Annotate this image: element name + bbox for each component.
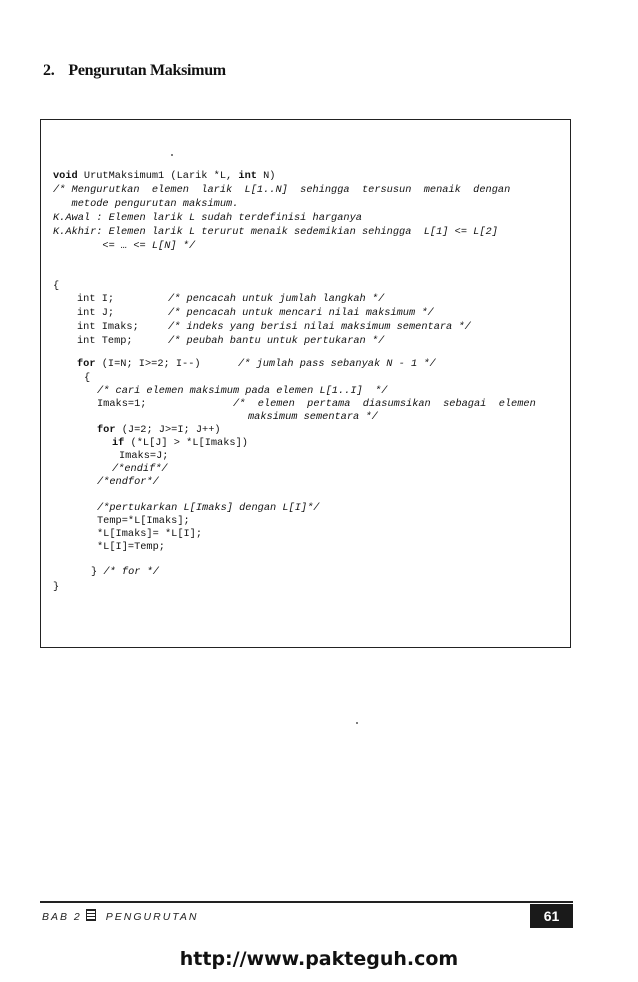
code-listing-box xyxy=(40,119,571,648)
keyword-void: void xyxy=(53,170,78,182)
if-statement xyxy=(112,437,248,449)
declaration-temp-comment: /* peubah bantu untuk pertukaran */ xyxy=(168,335,385,347)
chapter-title: PENGURUTAN xyxy=(105,911,199,923)
signature-end: N) xyxy=(256,170,276,182)
find-max-comment: /* cari elemen maksimum pada elemen L[1..I] */ xyxy=(97,385,388,397)
function-signature xyxy=(53,170,275,182)
declaration-j: int J; xyxy=(77,307,115,319)
description-line-1: /* Mengurutkan elemen larik L[1..N] sehingga tersusun menaik dengan xyxy=(53,184,511,196)
declaration-i: int I; xyxy=(77,293,115,305)
speck-mark xyxy=(356,722,358,724)
endif-comment: /*endif*/ xyxy=(112,463,168,475)
imaks-comment-line-1: /* elemen pertama diasumsikan sebagai elemen xyxy=(233,398,536,410)
outer-for-comment: /* jumlah pass sebanyak N - 1 */ xyxy=(238,358,436,370)
imaks-assignment: Imaks=1; xyxy=(97,398,147,410)
footer-divider xyxy=(40,901,573,903)
declaration-temp: int Temp; xyxy=(77,335,133,347)
if-body: Imaks=J; xyxy=(119,450,169,462)
running-footer xyxy=(42,909,199,923)
keyword-for: for xyxy=(77,358,96,370)
description-line-2: metode pengurutan maksimum. xyxy=(53,198,239,210)
declaration-imaks-comment: /* indeks yang berisi nilai maksimum sementara */ xyxy=(168,321,471,333)
outer-for-open-brace: { xyxy=(84,372,91,384)
keyword-if: if xyxy=(112,437,125,449)
outer-for-close-brace: } xyxy=(91,566,104,578)
page-number: 61 xyxy=(530,904,573,928)
final-condition-line-2: <= … <= L[N] */ xyxy=(53,240,196,252)
keyword-for-inner: for xyxy=(97,424,116,436)
section-number: 2. xyxy=(43,62,55,79)
endfor-comment: /*endfor*/ xyxy=(97,476,159,488)
initial-condition: K.Awal : Elemen larik L sudah terdefinisi harganya xyxy=(53,212,362,224)
inner-for-condition: (J=2; J>=I; J++) xyxy=(115,424,221,436)
declaration-j-comment: /* pencacah untuk mencari nilai maksimum */ xyxy=(168,307,434,319)
inner-for-loop xyxy=(97,424,221,436)
outer-for-condition: (I=N; I>=2; I--) xyxy=(95,358,201,370)
outer-for-close xyxy=(91,566,159,578)
signature-mid: UrutMaksimum1 (Larik *L, xyxy=(77,170,239,182)
swap-step-1: Temp=*L[Imaks]; xyxy=(97,515,190,527)
declaration-imaks: int Imaks; xyxy=(77,321,139,333)
outer-for-loop xyxy=(77,358,201,370)
swap-step-2: *L[Imaks]= *L[I]; xyxy=(97,528,203,540)
book-icon xyxy=(86,909,96,921)
if-condition: (*L[J] > *L[Imaks]) xyxy=(124,437,248,449)
swap-step-3: *L[I]=Temp; xyxy=(97,541,165,553)
chapter-label: BAB 2 xyxy=(42,911,82,923)
final-condition-line-1: K.Akhir: Elemen larik L terurut menaik sedemikian sehingga L[1] <= L[2] xyxy=(53,226,498,238)
imaks-comment-line-2: maksimum sementara */ xyxy=(248,411,378,423)
section-title: Pengurutan Maksimum xyxy=(68,62,226,79)
open-brace: { xyxy=(53,280,60,292)
close-brace: } xyxy=(53,581,60,593)
speck-mark xyxy=(171,154,173,156)
keyword-int: int xyxy=(238,170,257,182)
section-heading xyxy=(43,62,226,80)
swap-comment: /*pertukarkan L[Imaks] dengan L[I]*/ xyxy=(97,502,320,514)
declaration-i-comment: /* pencacah untuk jumlah langkah */ xyxy=(168,293,385,305)
outer-for-close-comment: /* for */ xyxy=(103,566,159,578)
website-url: http://www.pakteguh.com xyxy=(179,948,459,970)
